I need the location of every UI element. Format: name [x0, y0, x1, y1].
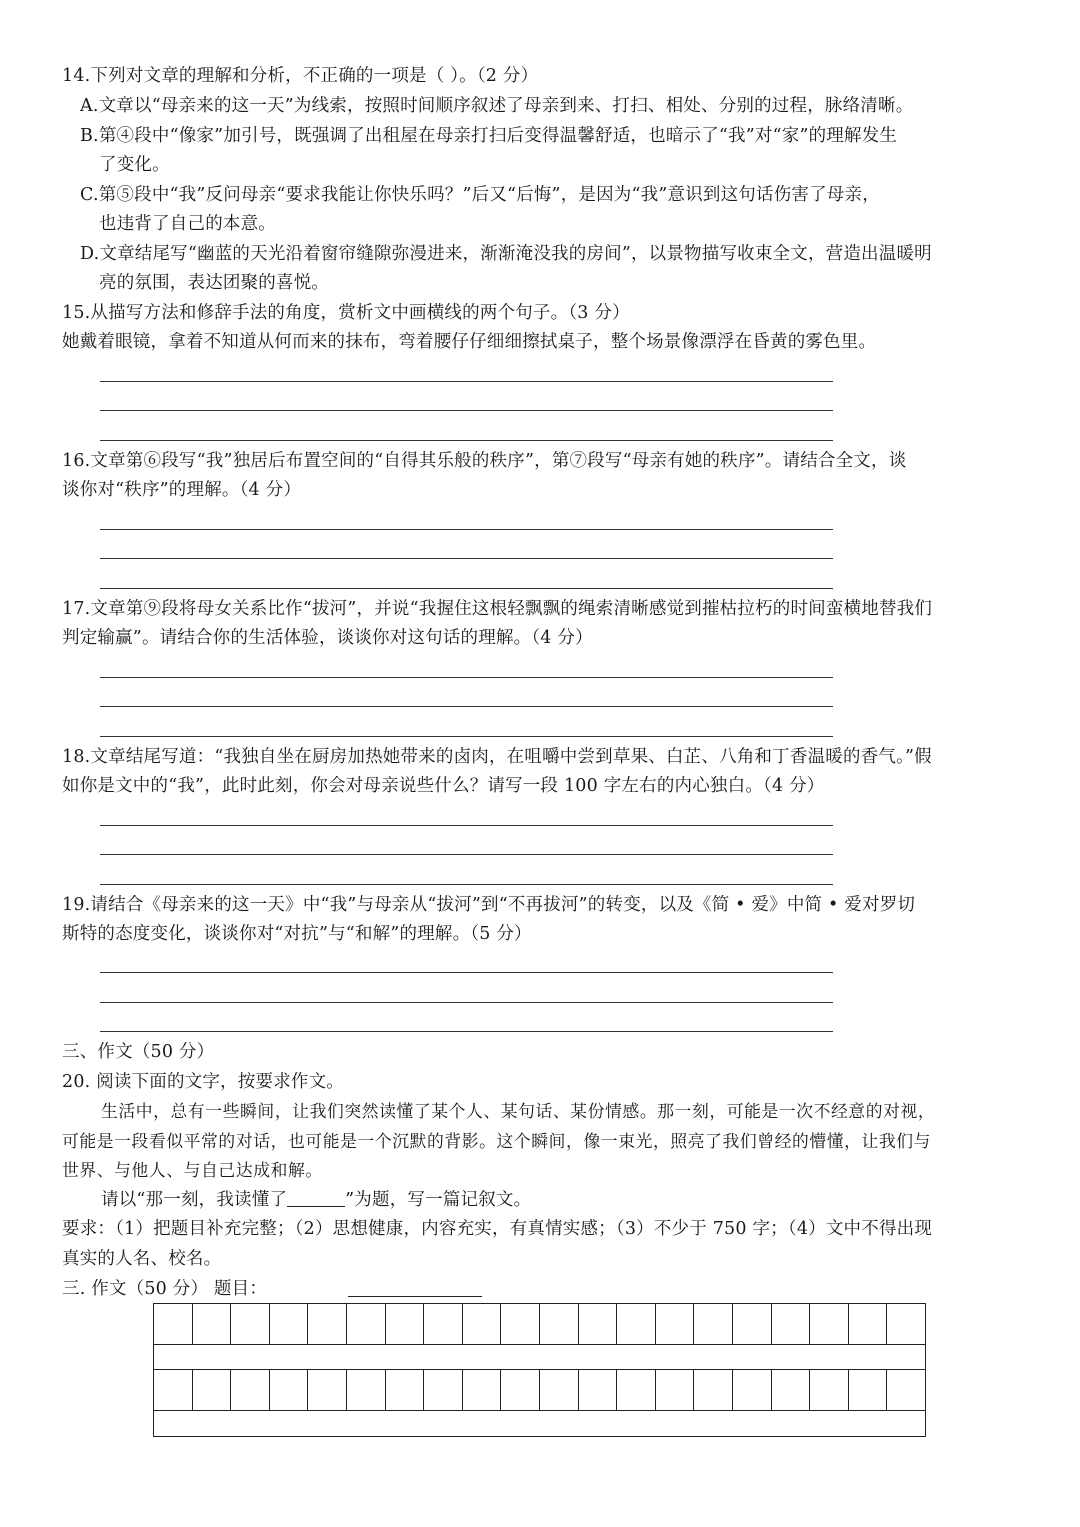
q20-prompt-text: 世界、与他人、与自己达成和解。 — [62, 1160, 323, 1180]
q14-option-c: C.第⑤段中“我”反问母亲“要求我能让你快乐吗？”后又“后悔”，是因为“我”意识到这句话伤害了母亲， — [80, 185, 880, 205]
essay-grid[interactable] — [153, 1303, 926, 1437]
q14-option-a: A.文章以“母亲来的这一天”为线索，按照时间顺序叙述了母亲到来、打扫、相处、分别的过程，脉络清晰。 — [80, 96, 914, 116]
grid-cell[interactable] — [308, 1370, 347, 1410]
q16-stem: 16.文章第⑥段写“我”独居后布置空间的“自得其乐般的秩序”，第⑦段写“母亲有她的秩序”。请结合全文，谈 — [62, 451, 907, 471]
grid-cell[interactable] — [579, 1370, 618, 1410]
answer-line[interactable] — [100, 381, 833, 382]
grid-cell[interactable] — [772, 1370, 811, 1410]
grid-cell[interactable] — [501, 1370, 540, 1410]
q19-stem-cont: 斯特的态度变化，谈谈你对“对抗”与“和解”的理解。（5 分） — [62, 924, 532, 944]
grid-cell[interactable] — [579, 1304, 618, 1344]
answer-line[interactable] — [100, 410, 833, 411]
grid-cell[interactable] — [308, 1304, 347, 1344]
grid-cell[interactable] — [656, 1370, 695, 1410]
q18-stem: 18.文章结尾写道：“我独自坐在厨房加热她带来的卤肉，在咀嚼中尝到草果、白芷、八角和丁香温暖的香气。”假 — [62, 747, 932, 767]
answer-line[interactable] — [100, 972, 833, 973]
answer-line[interactable] — [100, 529, 833, 530]
grid-cell[interactable] — [810, 1304, 849, 1344]
essay-title-field[interactable] — [348, 1296, 482, 1297]
q17-stem-cont: 判定输赢”。请结合你的生活体验，谈谈你对这句话的理解。（4 分） — [62, 628, 593, 648]
answer-line[interactable] — [100, 677, 833, 678]
q14-option-d: D.文章结尾写“幽蓝的天光沿着窗帘缝隙弥漫进来，渐渐淹没我的房间”，以景物描写收束全文，营造出温暖明 — [80, 244, 932, 264]
grid-cell[interactable] — [386, 1304, 425, 1344]
grid-cell[interactable] — [887, 1304, 925, 1344]
grid-cell[interactable] — [501, 1304, 540, 1344]
section-heading: 三、作文（50 分） — [62, 1042, 215, 1062]
q20-prompt-text: 生活中，总有一些瞬间，让我们突然读懂了某个人、某句话、某份情感。那一刻，可能是一次不经意的对视， — [101, 1101, 936, 1121]
q14-option-c-cont: 也违背了自己的本意。 — [99, 214, 276, 234]
grid-spacer-row — [154, 1411, 925, 1436]
answer-line[interactable] — [100, 706, 833, 707]
grid-cell[interactable] — [694, 1370, 733, 1410]
grid-cell[interactable] — [656, 1304, 695, 1344]
grid-cell[interactable] — [849, 1370, 888, 1410]
grid-cell[interactable] — [887, 1370, 925, 1410]
grid-cell[interactable] — [540, 1304, 579, 1344]
grid-cell[interactable] — [617, 1370, 656, 1410]
grid-cell[interactable] — [193, 1304, 232, 1344]
answer-line[interactable] — [100, 825, 833, 826]
grid-cell[interactable] — [193, 1370, 232, 1410]
grid-cell[interactable] — [849, 1304, 888, 1344]
grid-cell[interactable] — [810, 1370, 849, 1410]
q20-stem: 20. 阅读下面的文字，按要求作文。 — [62, 1072, 344, 1092]
q17-stem: 17.文章第⑨段将母女关系比作“拔河”，并说“我握住这根轻飘飘的绳索清晰感觉到摧枯拉朽的时间蛮横地替我们 — [62, 599, 933, 619]
q19-stem: 19.请结合《母亲来的这一天》中“我”与母亲从“拔河”到“不再拔河”的转变，以及《简 • 爱》中简 • 爱对罗切 — [62, 895, 916, 915]
answer-line[interactable] — [100, 588, 833, 589]
answer-line[interactable] — [100, 884, 833, 885]
answer-line[interactable] — [100, 1002, 833, 1003]
grid-cell[interactable] — [540, 1370, 579, 1410]
grid-cell[interactable] — [270, 1304, 309, 1344]
q14-option-d-cont: 亮的氛围，表达团聚的喜悦。 — [99, 273, 330, 293]
grid-cell[interactable] — [231, 1370, 270, 1410]
answer-line[interactable] — [100, 736, 833, 737]
q18-stem-cont: 如你是文中的“我”，此时此刻，你会对母亲说些什么？请写一段 100 字左右的内心独白。（4 分） — [62, 776, 825, 796]
answer-sheet-label: 三. 作文（50 分） 题目： — [62, 1279, 268, 1299]
answer-line[interactable] — [100, 440, 833, 441]
grid-cell[interactable] — [424, 1370, 463, 1410]
grid-cell[interactable] — [733, 1370, 772, 1410]
answer-line[interactable] — [100, 854, 833, 855]
q16-stem-cont: 谈你对“秩序”的理解。（4 分） — [62, 480, 302, 500]
grid-cell[interactable] — [733, 1304, 772, 1344]
grid-cell[interactable] — [347, 1370, 386, 1410]
grid-cell[interactable] — [617, 1304, 656, 1344]
q20-requirements: 要求：（1）把题目补充完整；（2）思想健康，内容充实，有真情实感；（3）不少于 750 字；（4）文中不得出现 — [62, 1219, 933, 1239]
grid-cell[interactable] — [463, 1370, 502, 1410]
q15-quote: 她戴着眼镜，拿着不知道从何而来的抹布，弯着腰仔仔细细擦拭桌子，整个场景像漂浮在昏黄的雾色里。 — [62, 332, 877, 352]
grid-cell[interactable] — [231, 1304, 270, 1344]
grid-cell[interactable] — [424, 1304, 463, 1344]
grid-cell[interactable] — [694, 1304, 733, 1344]
grid-cell[interactable] — [270, 1370, 309, 1410]
answer-line[interactable] — [100, 1031, 833, 1032]
q20-task-suffix: ”为题，写一篇记叙文。 — [345, 1190, 532, 1210]
q20-prompt-text: 可能是一段看似平常的对话，也可能是一个沉默的背影。这个瞬间，像一束光，照亮了我们曾经的懵懂，让我们与 — [62, 1131, 932, 1151]
q20-task-prefix: 请以“那一刻，我读懂了 — [101, 1190, 288, 1210]
q20-task — [101, 1188, 531, 1212]
title-fill-blank[interactable] — [287, 1190, 345, 1207]
grid-cell[interactable] — [772, 1304, 811, 1344]
q14-option-b: B.第④段中“像家”加引号，既强调了出租屋在母亲打扫后变得温馨舒适，也暗示了“我”对“家”的理解发生 — [80, 126, 898, 146]
grid-cell[interactable] — [154, 1304, 193, 1344]
grid-cell[interactable] — [463, 1304, 502, 1344]
answer-line[interactable] — [100, 558, 833, 559]
q15-stem: 15.从描写方法和修辞手法的角度，赏析文中画横线的两个句子。（3 分） — [62, 303, 630, 323]
q14-stem: 14.下列对文章的理解和分析，不正确的一项是（ ）。（2 分） — [62, 66, 539, 86]
grid-row — [154, 1304, 925, 1345]
grid-cell[interactable] — [386, 1370, 425, 1410]
grid-cell[interactable] — [154, 1370, 193, 1410]
grid-spacer-row — [154, 1345, 925, 1370]
q20-requirements-cont: 真实的人名、校名。 — [62, 1249, 222, 1269]
grid-row — [154, 1370, 925, 1411]
grid-cell[interactable] — [347, 1304, 386, 1344]
q14-option-b-cont: 了变化。 — [99, 155, 170, 175]
